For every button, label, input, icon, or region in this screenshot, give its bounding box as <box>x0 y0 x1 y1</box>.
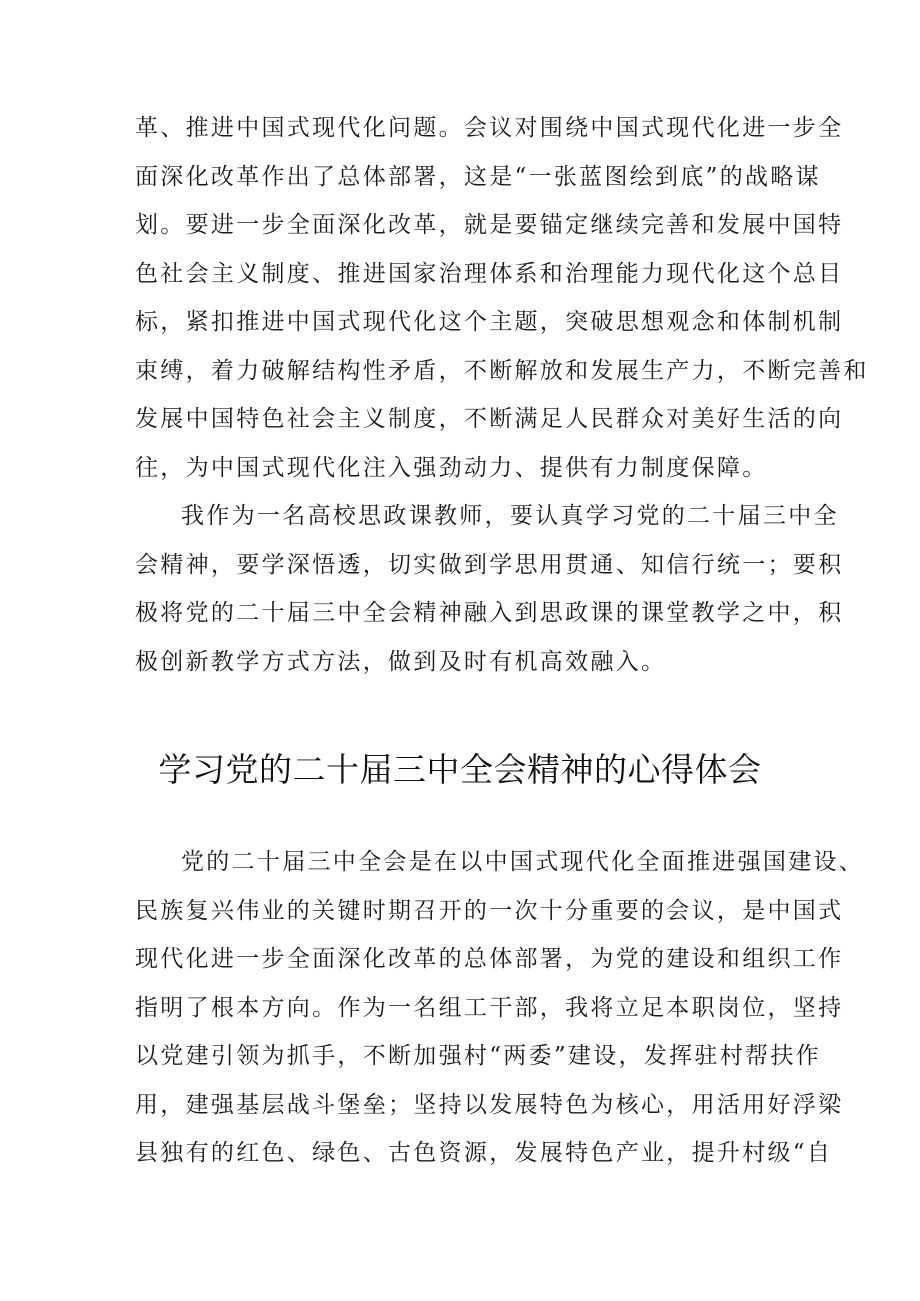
paragraph-line: 用，建强基层战斗堡垒；坚持以发展特色为核心，用活用好浮梁 <box>135 1091 844 1118</box>
paragraph-line: 以党建引领为抓手，不断加强村“两委”建设，发挥驻村帮扶作 <box>135 1043 821 1069</box>
section2-paragraph1 <box>135 838 865 1178</box>
paragraph-line: 我作为一名高校思政课教师，要认真学习党的二十届三中全 <box>181 503 839 529</box>
paragraph-line: 划。要进一步全面深化改革，就是要锚定继续完善和发展中国特 <box>135 212 844 238</box>
paragraph-line: 指明了根本方向。作为一名组工干部，我将立足本职岗位，坚持 <box>135 994 844 1021</box>
paragraph-line: 革、推进中国式现代化问题。会议对围绕中国式现代化进一步全 <box>135 115 844 141</box>
paragraph-line: 标，紧扣推进中国式现代化这个主题，突破思想观念和体制机制 <box>135 309 844 335</box>
paragraph-line: 束缚，着力破解结构性矛盾，不断解放和发展生产力，不断完善和 <box>135 357 869 384</box>
paragraph-line: 极将党的二十届三中全会精神融入到思政课的课堂教学之中，积 <box>135 600 844 626</box>
paragraph-line: 往，为中国式现代化注入强劲动力、提供有力制度保障。 <box>135 454 768 481</box>
paragraph-line: 县独有的红色、绿色、古色资源，发展特色产业，提升村级“自 <box>135 1140 833 1166</box>
paragraph-line: 色社会主义制度、推进国家治理体系和治理能力现代化这个总目 <box>135 260 844 287</box>
paragraph-line: 现代化进一步全面深化改革的总体部署，为党的建设和组织工作 <box>135 946 844 972</box>
paragraph-line: 极创新教学方式方法，做到及时有机高效融入。 <box>135 648 667 675</box>
paragraph-line: 党的二十届三中全会是在以中国式现代化全面推进强国建设、 <box>181 849 865 875</box>
paragraph-line: 会精神，要学深悟透，切实做到学思用贯通、知信行统一；要积 <box>135 551 844 578</box>
section1-paragraph1 <box>135 104 869 492</box>
paragraph-line: 发展中国特色社会主义制度，不断满足人民群众对美好生活的向 <box>135 406 844 432</box>
section1-paragraph2 <box>135 492 844 686</box>
paragraph-line: 面深化改革作出了总体部署，这是“一张蓝图绘到底”的战略谋 <box>135 163 821 190</box>
article-title: 学习党的二十届三中全会精神的心得体会 <box>158 750 762 789</box>
paragraph-line: 民族复兴伟业的关键时期召开的一次十分重要的会议，是中国式 <box>135 897 844 924</box>
